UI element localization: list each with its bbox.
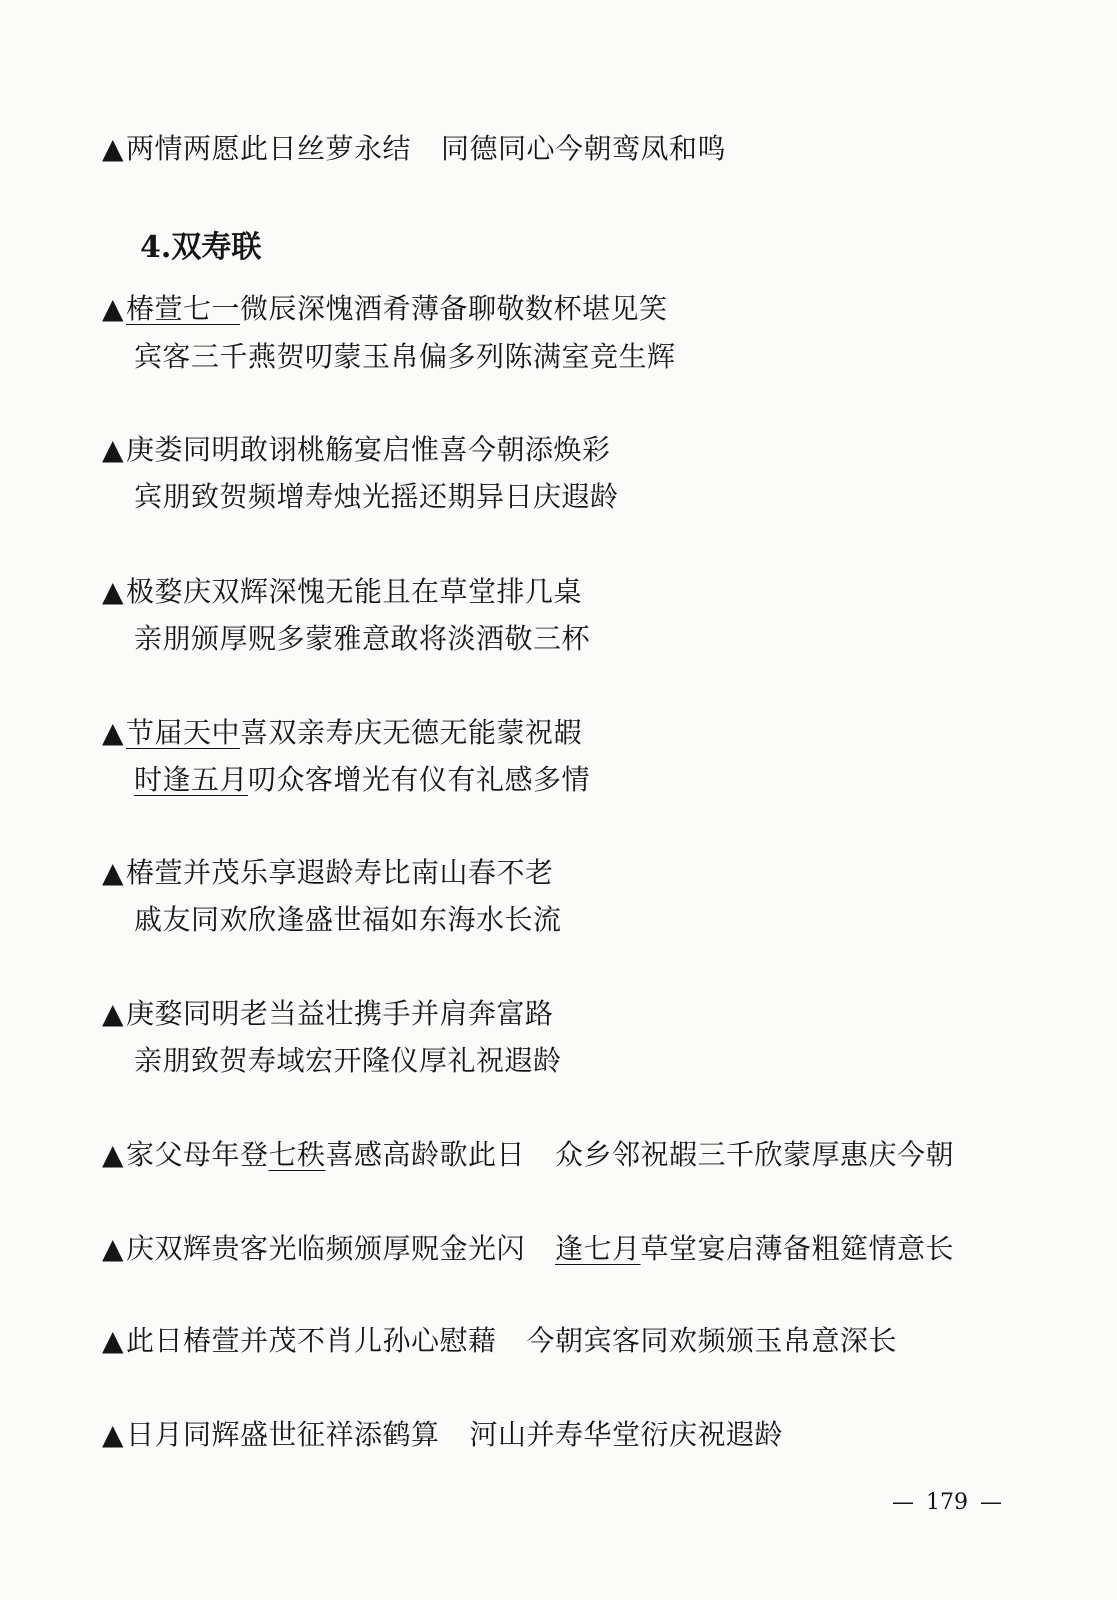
section-heading: 4.双寿联 (140, 230, 262, 265)
couplet-text: 宾客三千燕贺叨蒙玉帛偏多列陈满室竞生辉 (134, 340, 676, 373)
couplet-line (134, 622, 590, 656)
triangle-icon: ▲ (102, 856, 125, 889)
couplet-text: 喜感高龄歌此日 (325, 1138, 526, 1171)
couplet-first: 两情两愿此日丝萝永结 (126, 132, 412, 165)
couplet-text: 亲朋颁厚贶多蒙雅意敢将淡酒敬三杯 (134, 622, 591, 655)
triangle-icon: ▲ (102, 1138, 125, 1171)
triangle-icon: ▲ (102, 1324, 125, 1357)
couplet-text: 此日椿萱并茂不肖儿孙心慰藉 (126, 1324, 497, 1357)
couplet-line (102, 575, 582, 609)
couplet-line (102, 1418, 783, 1452)
couplet-text: 庚娄同明敢诩桃觞宴启惟喜今朝添焕彩 (126, 433, 611, 466)
couplet-text: 椿萱并茂乐享遐龄寿比南山春不老 (126, 856, 554, 889)
triangle-icon: ▲ (102, 1232, 125, 1265)
page-number: — 179 — (892, 1490, 1002, 1515)
couplet-line (102, 1232, 954, 1266)
couplet-text: 叨众客增光有仪有礼感多情 (248, 763, 591, 796)
couplet-text: 亲朋致贺寿域宏开隆仪厚礼祝遐龄 (134, 1044, 562, 1077)
couplet-text: 家父母年登 (126, 1138, 269, 1171)
couplet-line (134, 763, 590, 797)
underlined-text: 逢七月 (555, 1232, 641, 1265)
couplet-text: 庚婺同明老当益壮携手并肩奔富路 (126, 997, 554, 1030)
couplet-second: 同德同心今朝鸾凤和鸣 (441, 132, 727, 165)
couplet-line (134, 340, 676, 374)
couplet-second: 河山并寿华堂衍庆祝遐龄 (469, 1418, 784, 1451)
couplet-text: 庆双辉贵客光临频颁厚贶金光闪 (126, 1232, 526, 1265)
underlined-text: 时逢五月 (134, 763, 249, 796)
underlined-text: 椿萱七一 (126, 292, 241, 325)
triangle-icon: ▲ (102, 433, 125, 466)
couplet-line (102, 292, 668, 326)
couplet-second: 众乡邻祝嘏三千欣蒙厚惠庆今朝 (555, 1138, 955, 1171)
triangle-icon: ▲ (102, 132, 125, 165)
triangle-icon: ▲ (102, 575, 125, 608)
couplet-text: 极婺庆双辉深愧无能且在草堂排几桌 (126, 575, 583, 608)
couplet-text: 日月同辉盛世征祥添鹤算 (126, 1418, 440, 1451)
couplet-second: 草堂宴启薄备粗筵情意长 (640, 1232, 955, 1265)
couplet-line (102, 1324, 897, 1358)
couplet-text: 戚友同欢欣逢盛世福如东海水长流 (134, 903, 562, 936)
couplet-line (134, 903, 562, 937)
couplet-second: 今朝宾客同欢频颁玉帛意深长 (526, 1324, 898, 1357)
couplet-line (102, 856, 554, 890)
couplet-line (134, 480, 619, 514)
couplet-text: 宾朋致贺频增寿烛光摇还期异日庆遐龄 (134, 480, 619, 513)
couplet-line (102, 997, 554, 1031)
couplet-line (102, 132, 726, 166)
couplet-line (134, 1044, 562, 1078)
couplet-text: 微辰深愧酒肴薄备聊敬数杯堪见笑 (240, 292, 668, 325)
page-number-value: 179 (926, 1490, 968, 1515)
couplet-line (102, 433, 611, 467)
underlined-text: 七秩 (268, 1138, 326, 1171)
triangle-icon: ▲ (102, 716, 125, 749)
couplet-line (102, 1138, 954, 1172)
couplet-text: 喜双亲寿庆无德无能蒙祝嘏 (240, 716, 583, 749)
triangle-icon: ▲ (102, 292, 125, 325)
triangle-icon: ▲ (102, 997, 125, 1030)
triangle-icon: ▲ (102, 1418, 125, 1451)
underlined-text: 节届天中 (126, 716, 241, 749)
couplet-line (102, 716, 582, 750)
